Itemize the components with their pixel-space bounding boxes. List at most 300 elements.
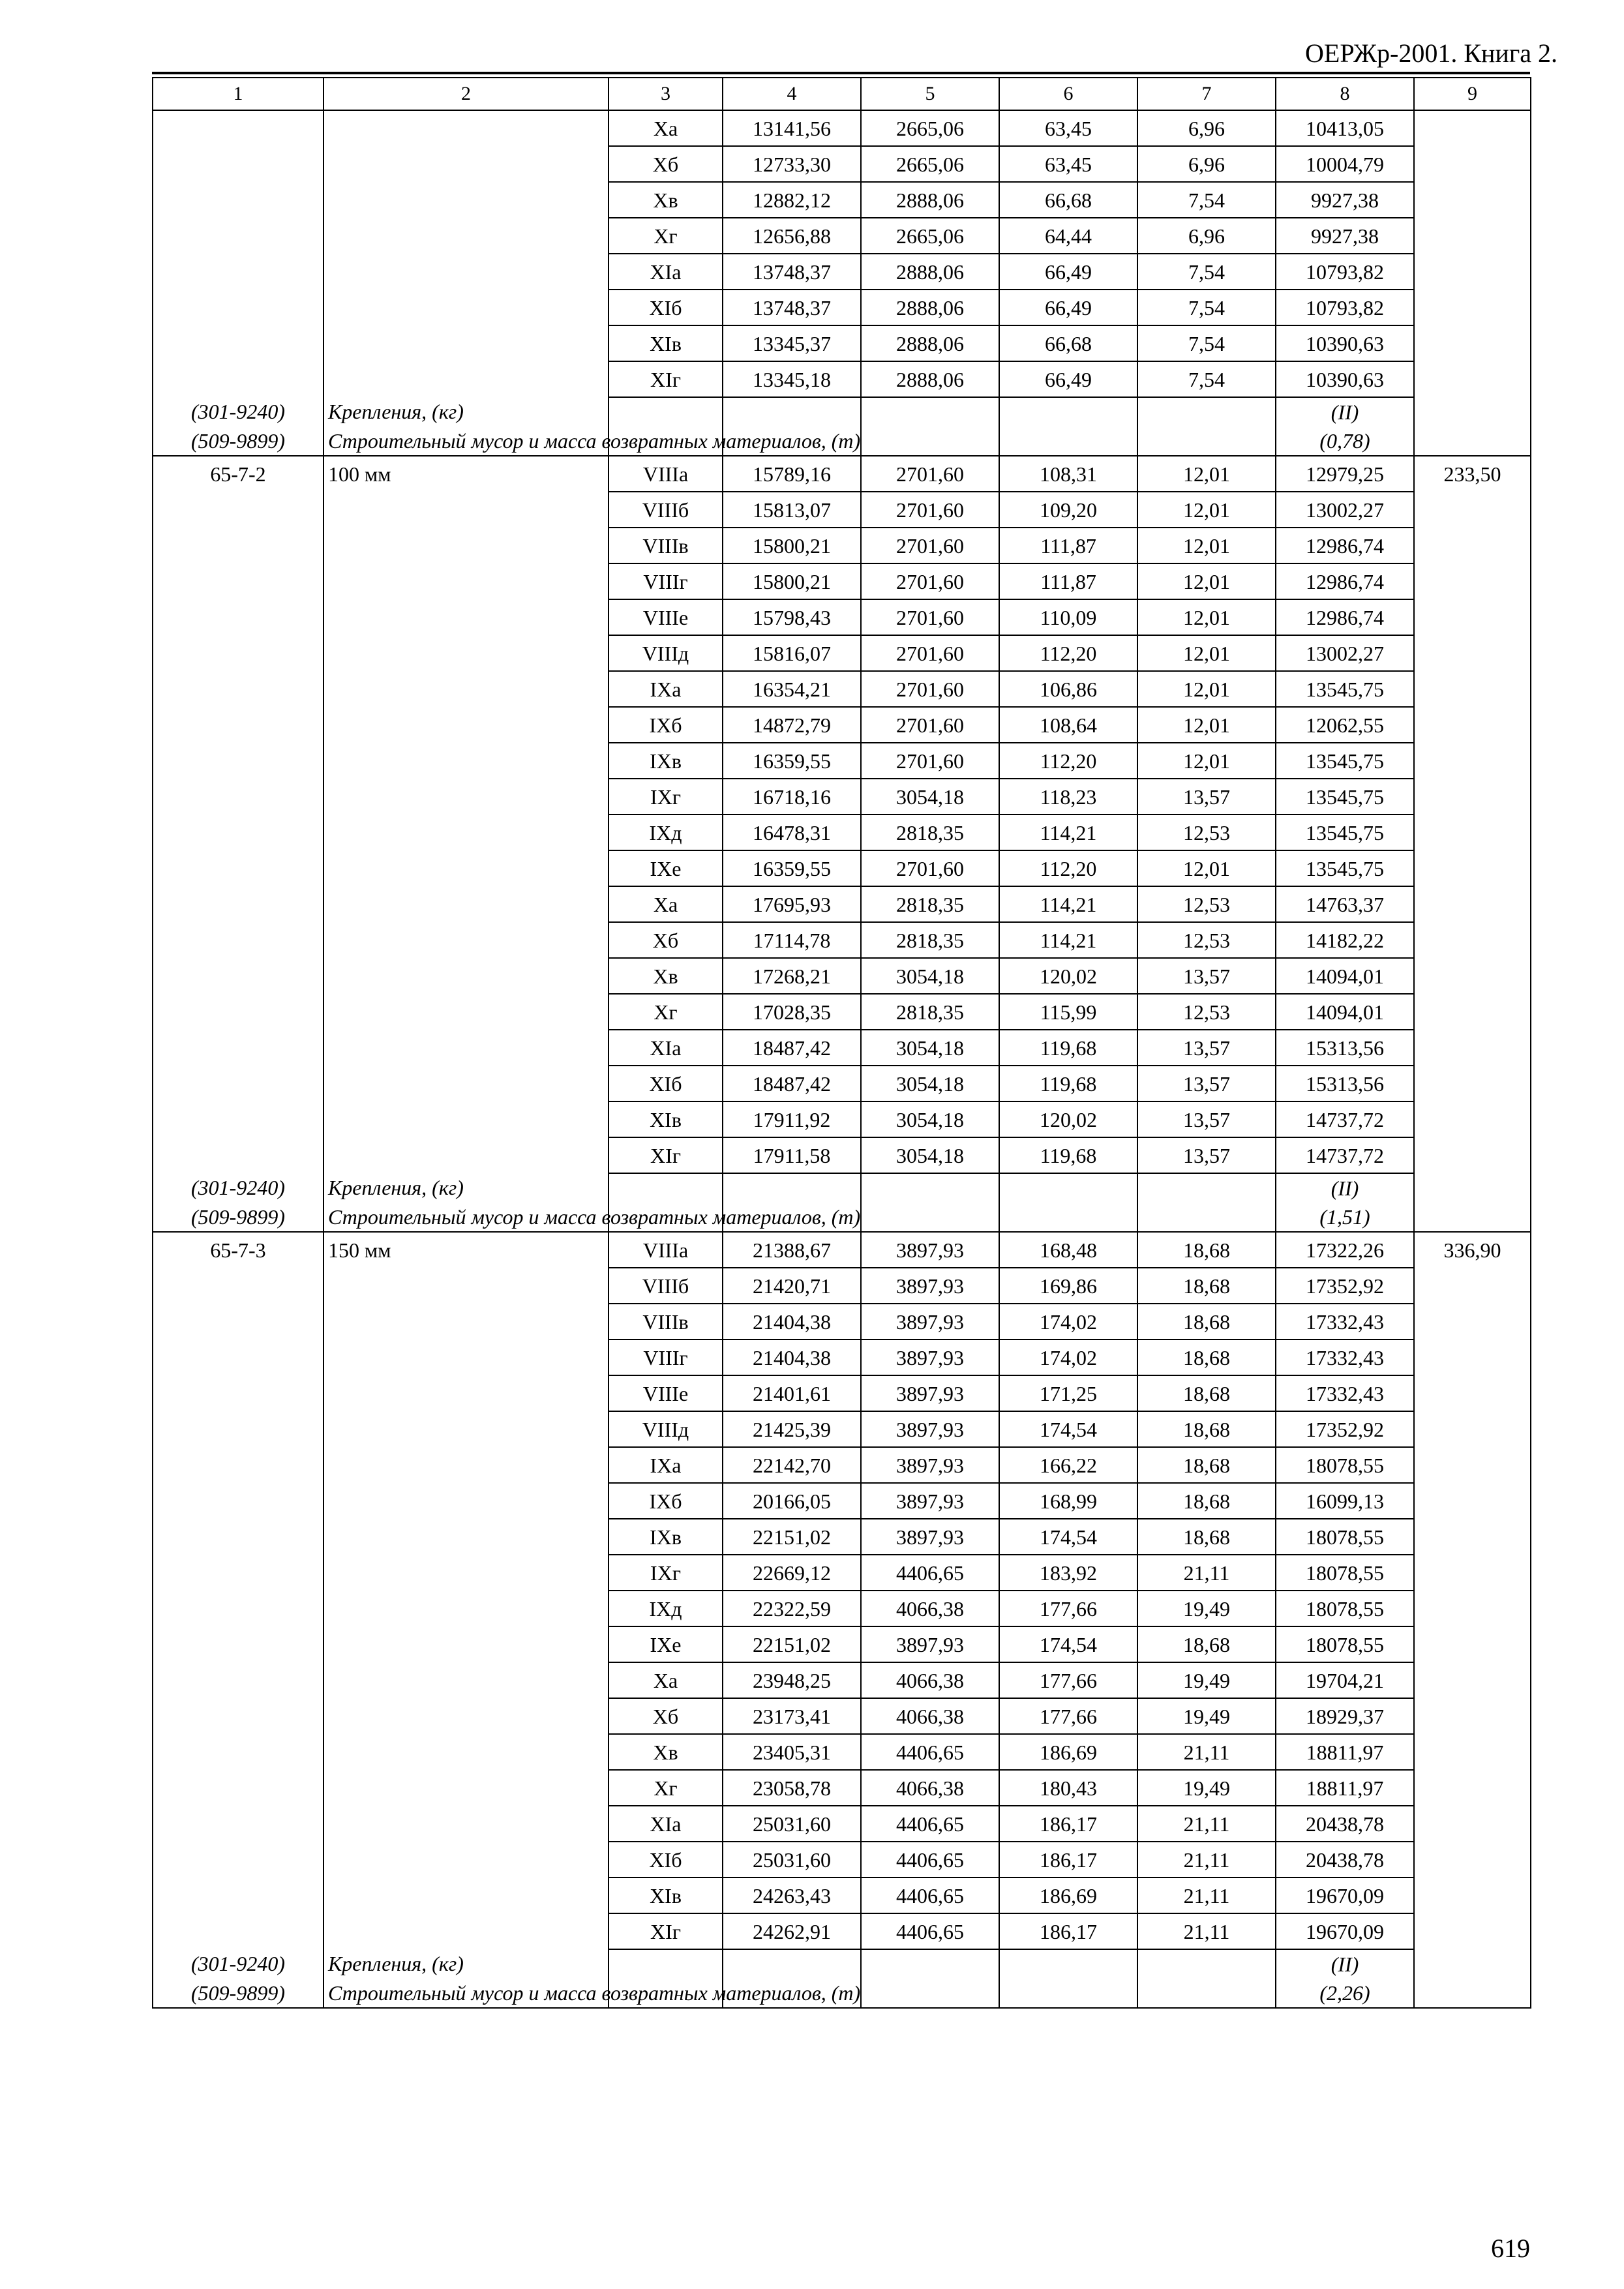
materials-cost-cell: 16099,13: [1276, 1483, 1414, 1519]
machine-cost-cell: 63,45: [999, 146, 1137, 182]
work-name: [323, 1447, 609, 1483]
materials-cost-cell: 19670,09: [1276, 1878, 1414, 1913]
machine-cost-cell: 186,17: [999, 1842, 1137, 1878]
total-cost-cell: 13345,37: [723, 325, 861, 361]
table-row: [153, 361, 1531, 397]
zone-cell: XIб: [609, 1842, 723, 1878]
table-row: [153, 1626, 1531, 1662]
work-name: [323, 707, 609, 743]
total-cost-cell: 22151,02: [723, 1519, 861, 1555]
total-cost-cell: 17695,93: [723, 886, 861, 922]
table-row: [153, 707, 1531, 743]
document-header: ОЕРЖр-2001. Книга 2.: [1305, 38, 1557, 68]
materials-cost-cell: 10390,63: [1276, 325, 1414, 361]
column-number: 6: [999, 78, 1137, 110]
total-cost-cell: 16718,16: [723, 779, 861, 815]
driver-wages-cell: 7,54: [1137, 290, 1276, 325]
labor-cost-cell: [1414, 1339, 1531, 1375]
empty-cell: [999, 397, 1137, 426]
driver-wages-cell: 18,68: [1137, 1339, 1276, 1375]
machine-cost-cell: 168,48: [999, 1232, 1137, 1268]
wages-cell: 2665,06: [861, 218, 999, 254]
driver-wages-cell: 19,49: [1137, 1662, 1276, 1698]
wages-cell: 3054,18: [861, 958, 999, 994]
table-row: [153, 1698, 1531, 1734]
table-row: [153, 1734, 1531, 1770]
driver-wages-cell: 18,68: [1137, 1304, 1276, 1339]
labor-cost-cell: [1414, 1101, 1531, 1137]
table-row: [153, 182, 1531, 218]
materials-cost-cell: 17352,92: [1276, 1268, 1414, 1304]
work-name: 150 мм: [323, 1232, 609, 1268]
work-name: [323, 958, 609, 994]
labor-cost-cell: [1414, 707, 1531, 743]
labor-cost-cell: [1414, 528, 1531, 563]
column-number: 4: [723, 78, 861, 110]
empty-cell: [723, 397, 861, 426]
labor-cost-cell: [1414, 815, 1531, 850]
rate-code: [153, 1339, 323, 1375]
wages-cell: 3897,93: [861, 1519, 999, 1555]
table-row: [153, 1375, 1531, 1411]
rate-code: [153, 528, 323, 563]
wages-cell: 2818,35: [861, 922, 999, 958]
labor-cost-cell: [1414, 1770, 1531, 1806]
driver-wages-cell: 12,01: [1137, 707, 1276, 743]
total-cost-cell: 17114,78: [723, 922, 861, 958]
driver-wages-cell: 6,96: [1137, 110, 1276, 146]
rate-code: [153, 671, 323, 707]
driver-wages-cell: 18,68: [1137, 1375, 1276, 1411]
driver-wages-cell: 21,11: [1137, 1913, 1276, 1949]
machine-cost-cell: 120,02: [999, 1101, 1137, 1137]
total-cost-cell: 25031,60: [723, 1842, 861, 1878]
materials-cost-cell: 13002,27: [1276, 635, 1414, 671]
labor-cost-cell: [1414, 850, 1531, 886]
machine-cost-cell: 112,20: [999, 850, 1137, 886]
empty-cell: [999, 1203, 1137, 1232]
rate-code: [153, 1591, 323, 1626]
column-number: 1: [153, 78, 323, 110]
labor-cost-cell: [1414, 254, 1531, 290]
materials-cost-cell: 18078,55: [1276, 1519, 1414, 1555]
machine-cost-cell: 66,49: [999, 254, 1137, 290]
rate-code: [153, 1842, 323, 1878]
rate-code: [153, 1662, 323, 1698]
fastening-label: Крепления, (кг): [323, 1949, 609, 1979]
wages-cell: 3897,93: [861, 1304, 999, 1339]
wages-cell: 3054,18: [861, 779, 999, 815]
rate-code: [153, 218, 323, 254]
machine-cost-cell: 177,66: [999, 1662, 1137, 1698]
work-name: [323, 528, 609, 563]
total-cost-cell: 22142,70: [723, 1447, 861, 1483]
driver-wages-cell: 19,49: [1137, 1770, 1276, 1806]
machine-cost-cell: 111,87: [999, 528, 1137, 563]
zone-cell: Xг: [609, 1770, 723, 1806]
materials-cost-cell: 17352,92: [1276, 1411, 1414, 1447]
materials-cost-cell: 10793,82: [1276, 290, 1414, 325]
table-row: [153, 1137, 1531, 1173]
total-cost-cell: 13748,37: [723, 254, 861, 290]
zone-cell: IXд: [609, 815, 723, 850]
zone-cell: XIг: [609, 1913, 723, 1949]
empty-cell: [1137, 1203, 1276, 1232]
driver-wages-cell: 18,68: [1137, 1447, 1276, 1483]
zone-cell: IXд: [609, 1591, 723, 1626]
labor-cost-cell: [1414, 1734, 1531, 1770]
rate-code: [153, 563, 323, 599]
driver-wages-cell: 7,54: [1137, 182, 1276, 218]
total-cost-cell: 22322,59: [723, 1591, 861, 1626]
driver-wages-cell: 12,01: [1137, 492, 1276, 528]
work-name: [323, 1913, 609, 1949]
labor-cost-cell: [1414, 743, 1531, 779]
machine-cost-cell: 66,68: [999, 182, 1137, 218]
driver-wages-cell: 12,53: [1137, 815, 1276, 850]
materials-cost-cell: 14737,72: [1276, 1101, 1414, 1137]
machine-cost-cell: 169,86: [999, 1268, 1137, 1304]
work-name: [323, 1806, 609, 1842]
table-row: [153, 1411, 1531, 1447]
materials-cost-cell: 20438,78: [1276, 1806, 1414, 1842]
work-name: [323, 1698, 609, 1734]
work-name: [323, 815, 609, 850]
wages-cell: 4066,38: [861, 1698, 999, 1734]
driver-wages-cell: 21,11: [1137, 1842, 1276, 1878]
work-name: [323, 1555, 609, 1591]
table-row: [153, 1066, 1531, 1101]
zone-cell: XIа: [609, 1030, 723, 1066]
zone-cell: Xг: [609, 994, 723, 1030]
rate-code: 65-7-3: [153, 1232, 323, 1268]
labor-cost-cell: [1414, 146, 1531, 182]
driver-wages-cell: 13,57: [1137, 1137, 1276, 1173]
work-name: [323, 1519, 609, 1555]
debris-code: (509-9899): [153, 1203, 323, 1232]
materials-cost-cell: 14094,01: [1276, 994, 1414, 1030]
driver-wages-cell: 12,01: [1137, 743, 1276, 779]
total-cost-cell: 22151,02: [723, 1626, 861, 1662]
wages-cell: 2701,60: [861, 671, 999, 707]
machine-cost-cell: 110,09: [999, 599, 1137, 635]
rate-code: [153, 779, 323, 815]
driver-wages-cell: 7,54: [1137, 254, 1276, 290]
zone-cell: VIIIе: [609, 599, 723, 635]
table-row: [153, 1268, 1531, 1304]
driver-wages-cell: 21,11: [1137, 1806, 1276, 1842]
machine-cost-cell: 108,31: [999, 456, 1137, 492]
materials-cost-cell: 12986,74: [1276, 599, 1414, 635]
materials-cost-cell: 13545,75: [1276, 671, 1414, 707]
debris-row: [153, 426, 1531, 456]
work-name: [323, 182, 609, 218]
driver-wages-cell: 7,54: [1137, 325, 1276, 361]
zone-cell: IXа: [609, 1447, 723, 1483]
driver-wages-cell: 12,01: [1137, 635, 1276, 671]
total-cost-cell: 23058,78: [723, 1770, 861, 1806]
rate-code: [153, 1447, 323, 1483]
zone-cell: IXа: [609, 671, 723, 707]
fastening-row: [153, 397, 1531, 426]
driver-wages-cell: 21,11: [1137, 1734, 1276, 1770]
labor-cost-cell: [1414, 994, 1531, 1030]
empty-cell: [861, 397, 999, 426]
labor-cost-cell: [1414, 958, 1531, 994]
zone-cell: VIIIб: [609, 1268, 723, 1304]
empty-cell: [999, 426, 1137, 456]
rate-code: [153, 1734, 323, 1770]
column-number-row: [153, 78, 1531, 110]
labor-cost-cell: [1414, 1878, 1531, 1913]
machine-cost-cell: 118,23: [999, 779, 1137, 815]
total-cost-cell: 21425,39: [723, 1411, 861, 1447]
wages-cell: 2701,60: [861, 599, 999, 635]
empty-cell: [1137, 1173, 1276, 1203]
column-number: 8: [1276, 78, 1414, 110]
empty-cell: [609, 1949, 723, 1979]
empty-cell: [999, 1173, 1137, 1203]
rate-code: [153, 707, 323, 743]
table-row: [153, 1878, 1531, 1913]
zone-cell: VIIIб: [609, 492, 723, 528]
zone-cell: Xа: [609, 110, 723, 146]
zone-cell: XIв: [609, 1101, 723, 1137]
zone-cell: VIIIв: [609, 528, 723, 563]
machine-cost-cell: 171,25: [999, 1375, 1137, 1411]
empty-cell: [609, 1173, 723, 1203]
materials-cost-cell: 10413,05: [1276, 110, 1414, 146]
fastening-row: [153, 1949, 1531, 1979]
rate-code: [153, 599, 323, 635]
wages-cell: 2701,60: [861, 850, 999, 886]
table-row: [153, 218, 1531, 254]
materials-cost-cell: 14737,72: [1276, 1137, 1414, 1173]
wages-cell: 2701,60: [861, 563, 999, 599]
debris-code: (509-9899): [153, 426, 323, 456]
driver-wages-cell: 18,68: [1137, 1232, 1276, 1268]
table-row: [153, 290, 1531, 325]
rate-code: [153, 1066, 323, 1101]
fastening-row: [153, 1173, 1531, 1203]
rate-code: [153, 815, 323, 850]
work-name: [323, 1375, 609, 1411]
work-name: [323, 671, 609, 707]
debris-value: (2,26): [1276, 1979, 1414, 2008]
materials-cost-cell: 13002,27: [1276, 492, 1414, 528]
labor-cost-cell: [1414, 922, 1531, 958]
empty-cell: [1414, 426, 1531, 456]
machine-cost-cell: 166,22: [999, 1447, 1137, 1483]
total-cost-cell: 13748,37: [723, 290, 861, 325]
work-name: [323, 1411, 609, 1447]
empty-cell: [723, 1173, 861, 1203]
materials-cost-cell: 19704,21: [1276, 1662, 1414, 1698]
labor-cost-cell: [1414, 290, 1531, 325]
total-cost-cell: 23173,41: [723, 1698, 861, 1734]
rate-code: [153, 850, 323, 886]
driver-wages-cell: 19,49: [1137, 1591, 1276, 1626]
materials-cost-cell: 18811,97: [1276, 1734, 1414, 1770]
machine-cost-cell: 174,02: [999, 1339, 1137, 1375]
work-name: [323, 994, 609, 1030]
labor-cost-cell: [1414, 563, 1531, 599]
wages-cell: 3897,93: [861, 1232, 999, 1268]
machine-cost-cell: 66,49: [999, 290, 1137, 325]
rate-code: [153, 1519, 323, 1555]
table-row: [153, 1304, 1531, 1339]
materials-cost-cell: 12986,74: [1276, 563, 1414, 599]
machine-cost-cell: 183,92: [999, 1555, 1137, 1591]
labor-cost-cell: [1414, 1626, 1531, 1662]
rate-code: [153, 994, 323, 1030]
labor-cost-cell: [1414, 1662, 1531, 1698]
zone-cell: VIIIа: [609, 1232, 723, 1268]
table-row: [153, 563, 1531, 599]
zone-cell: IXв: [609, 1519, 723, 1555]
column-number: 3: [609, 78, 723, 110]
materials-cost-cell: 20438,78: [1276, 1842, 1414, 1878]
work-name: [323, 1878, 609, 1913]
rate-code: [153, 1770, 323, 1806]
total-cost-cell: 18487,42: [723, 1066, 861, 1101]
rate-code: [153, 254, 323, 290]
materials-cost-cell: 12979,25: [1276, 456, 1414, 492]
table-row: [153, 1232, 1531, 1268]
work-name: [323, 492, 609, 528]
driver-wages-cell: 6,96: [1137, 218, 1276, 254]
labor-cost-cell: [1414, 325, 1531, 361]
zone-cell: IXе: [609, 850, 723, 886]
wages-cell: 4066,38: [861, 1662, 999, 1698]
work-name: [323, 1304, 609, 1339]
wages-cell: 3897,93: [861, 1626, 999, 1662]
labor-cost-cell: [1414, 1411, 1531, 1447]
zone-cell: XIг: [609, 1137, 723, 1173]
rate-code: [153, 958, 323, 994]
materials-cost-cell: 14094,01: [1276, 958, 1414, 994]
wages-cell: 4406,65: [861, 1842, 999, 1878]
machine-cost-cell: 114,21: [999, 886, 1137, 922]
driver-wages-cell: 6,96: [1137, 146, 1276, 182]
rate-code: [153, 361, 323, 397]
work-name: [323, 1662, 609, 1698]
zone-cell: XIв: [609, 1878, 723, 1913]
table-row: [153, 1483, 1531, 1519]
driver-wages-cell: 21,11: [1137, 1878, 1276, 1913]
labor-cost-cell: [1414, 1842, 1531, 1878]
labor-cost-cell: [1414, 1698, 1531, 1734]
work-name: [323, 1268, 609, 1304]
fastening-code: (301-9240): [153, 1173, 323, 1203]
table-row: [153, 528, 1531, 563]
debris-code: (509-9899): [153, 1979, 323, 2008]
driver-wages-cell: 12,53: [1137, 994, 1276, 1030]
table-row: [153, 1591, 1531, 1626]
driver-wages-cell: 18,68: [1137, 1268, 1276, 1304]
debris-value: (0,78): [1276, 426, 1414, 456]
total-cost-cell: 21404,38: [723, 1304, 861, 1339]
debris-label: Строительный мусор и масса возвратных материалов, (т): [323, 1979, 609, 2008]
wages-cell: 3054,18: [861, 1101, 999, 1137]
fastening-value: (II): [1276, 1949, 1414, 1979]
machine-cost-cell: 114,21: [999, 922, 1137, 958]
wages-cell: 2665,06: [861, 110, 999, 146]
work-name: [323, 1734, 609, 1770]
work-name: [323, 922, 609, 958]
total-cost-cell: 13345,18: [723, 361, 861, 397]
labor-cost-cell: [1414, 182, 1531, 218]
zone-cell: IXб: [609, 707, 723, 743]
wages-cell: 4066,38: [861, 1591, 999, 1626]
work-name: 100 мм: [323, 456, 609, 492]
rate-code: [153, 1268, 323, 1304]
labor-cost-cell: [1414, 1447, 1531, 1483]
table-row: [153, 815, 1531, 850]
empty-cell: [1414, 1173, 1531, 1203]
wages-cell: 2888,06: [861, 182, 999, 218]
wages-cell: 3054,18: [861, 1137, 999, 1173]
materials-cost-cell: 10390,63: [1276, 361, 1414, 397]
rate-code: [153, 1555, 323, 1591]
rate-code: [153, 1626, 323, 1662]
empty-cell: [861, 1949, 999, 1979]
materials-cost-cell: 14763,37: [1276, 886, 1414, 922]
table-row: [153, 958, 1531, 994]
rate-code: [153, 1375, 323, 1411]
zone-cell: VIIIв: [609, 1304, 723, 1339]
wages-cell: 2888,06: [861, 325, 999, 361]
work-name: [323, 1066, 609, 1101]
driver-wages-cell: 12,53: [1137, 922, 1276, 958]
zone-cell: Xг: [609, 218, 723, 254]
fastening-label: Крепления, (кг): [323, 1173, 609, 1203]
materials-cost-cell: 12062,55: [1276, 707, 1414, 743]
work-name: [323, 635, 609, 671]
wages-cell: 2665,06: [861, 146, 999, 182]
work-name: [323, 1626, 609, 1662]
table-row: [153, 922, 1531, 958]
materials-cost-cell: 17322,26: [1276, 1232, 1414, 1268]
total-cost-cell: 21388,67: [723, 1232, 861, 1268]
zone-cell: Xб: [609, 922, 723, 958]
total-cost-cell: 24263,43: [723, 1878, 861, 1913]
total-cost-cell: 15813,07: [723, 492, 861, 528]
table-row: [153, 146, 1531, 182]
empty-cell: [1414, 1949, 1531, 1979]
work-name: [323, 1030, 609, 1066]
machine-cost-cell: 111,87: [999, 563, 1137, 599]
zone-cell: XIв: [609, 325, 723, 361]
wages-cell: 4406,65: [861, 1913, 999, 1949]
machine-cost-cell: 66,49: [999, 361, 1137, 397]
wages-cell: 2701,60: [861, 492, 999, 528]
driver-wages-cell: 18,68: [1137, 1519, 1276, 1555]
fastening-code: (301-9240): [153, 397, 323, 426]
driver-wages-cell: 12,01: [1137, 599, 1276, 635]
materials-cost-cell: 18078,55: [1276, 1447, 1414, 1483]
materials-cost-cell: 18078,55: [1276, 1591, 1414, 1626]
table-row: [153, 110, 1531, 146]
zone-cell: IXг: [609, 1555, 723, 1591]
wages-cell: 2888,06: [861, 254, 999, 290]
wages-cell: 4406,65: [861, 1555, 999, 1591]
total-cost-cell: 12882,12: [723, 182, 861, 218]
labor-cost-cell: 336,90: [1414, 1232, 1531, 1268]
materials-cost-cell: 18078,55: [1276, 1626, 1414, 1662]
materials-cost-cell: 9927,38: [1276, 182, 1414, 218]
empty-cell: [1414, 1979, 1531, 2008]
